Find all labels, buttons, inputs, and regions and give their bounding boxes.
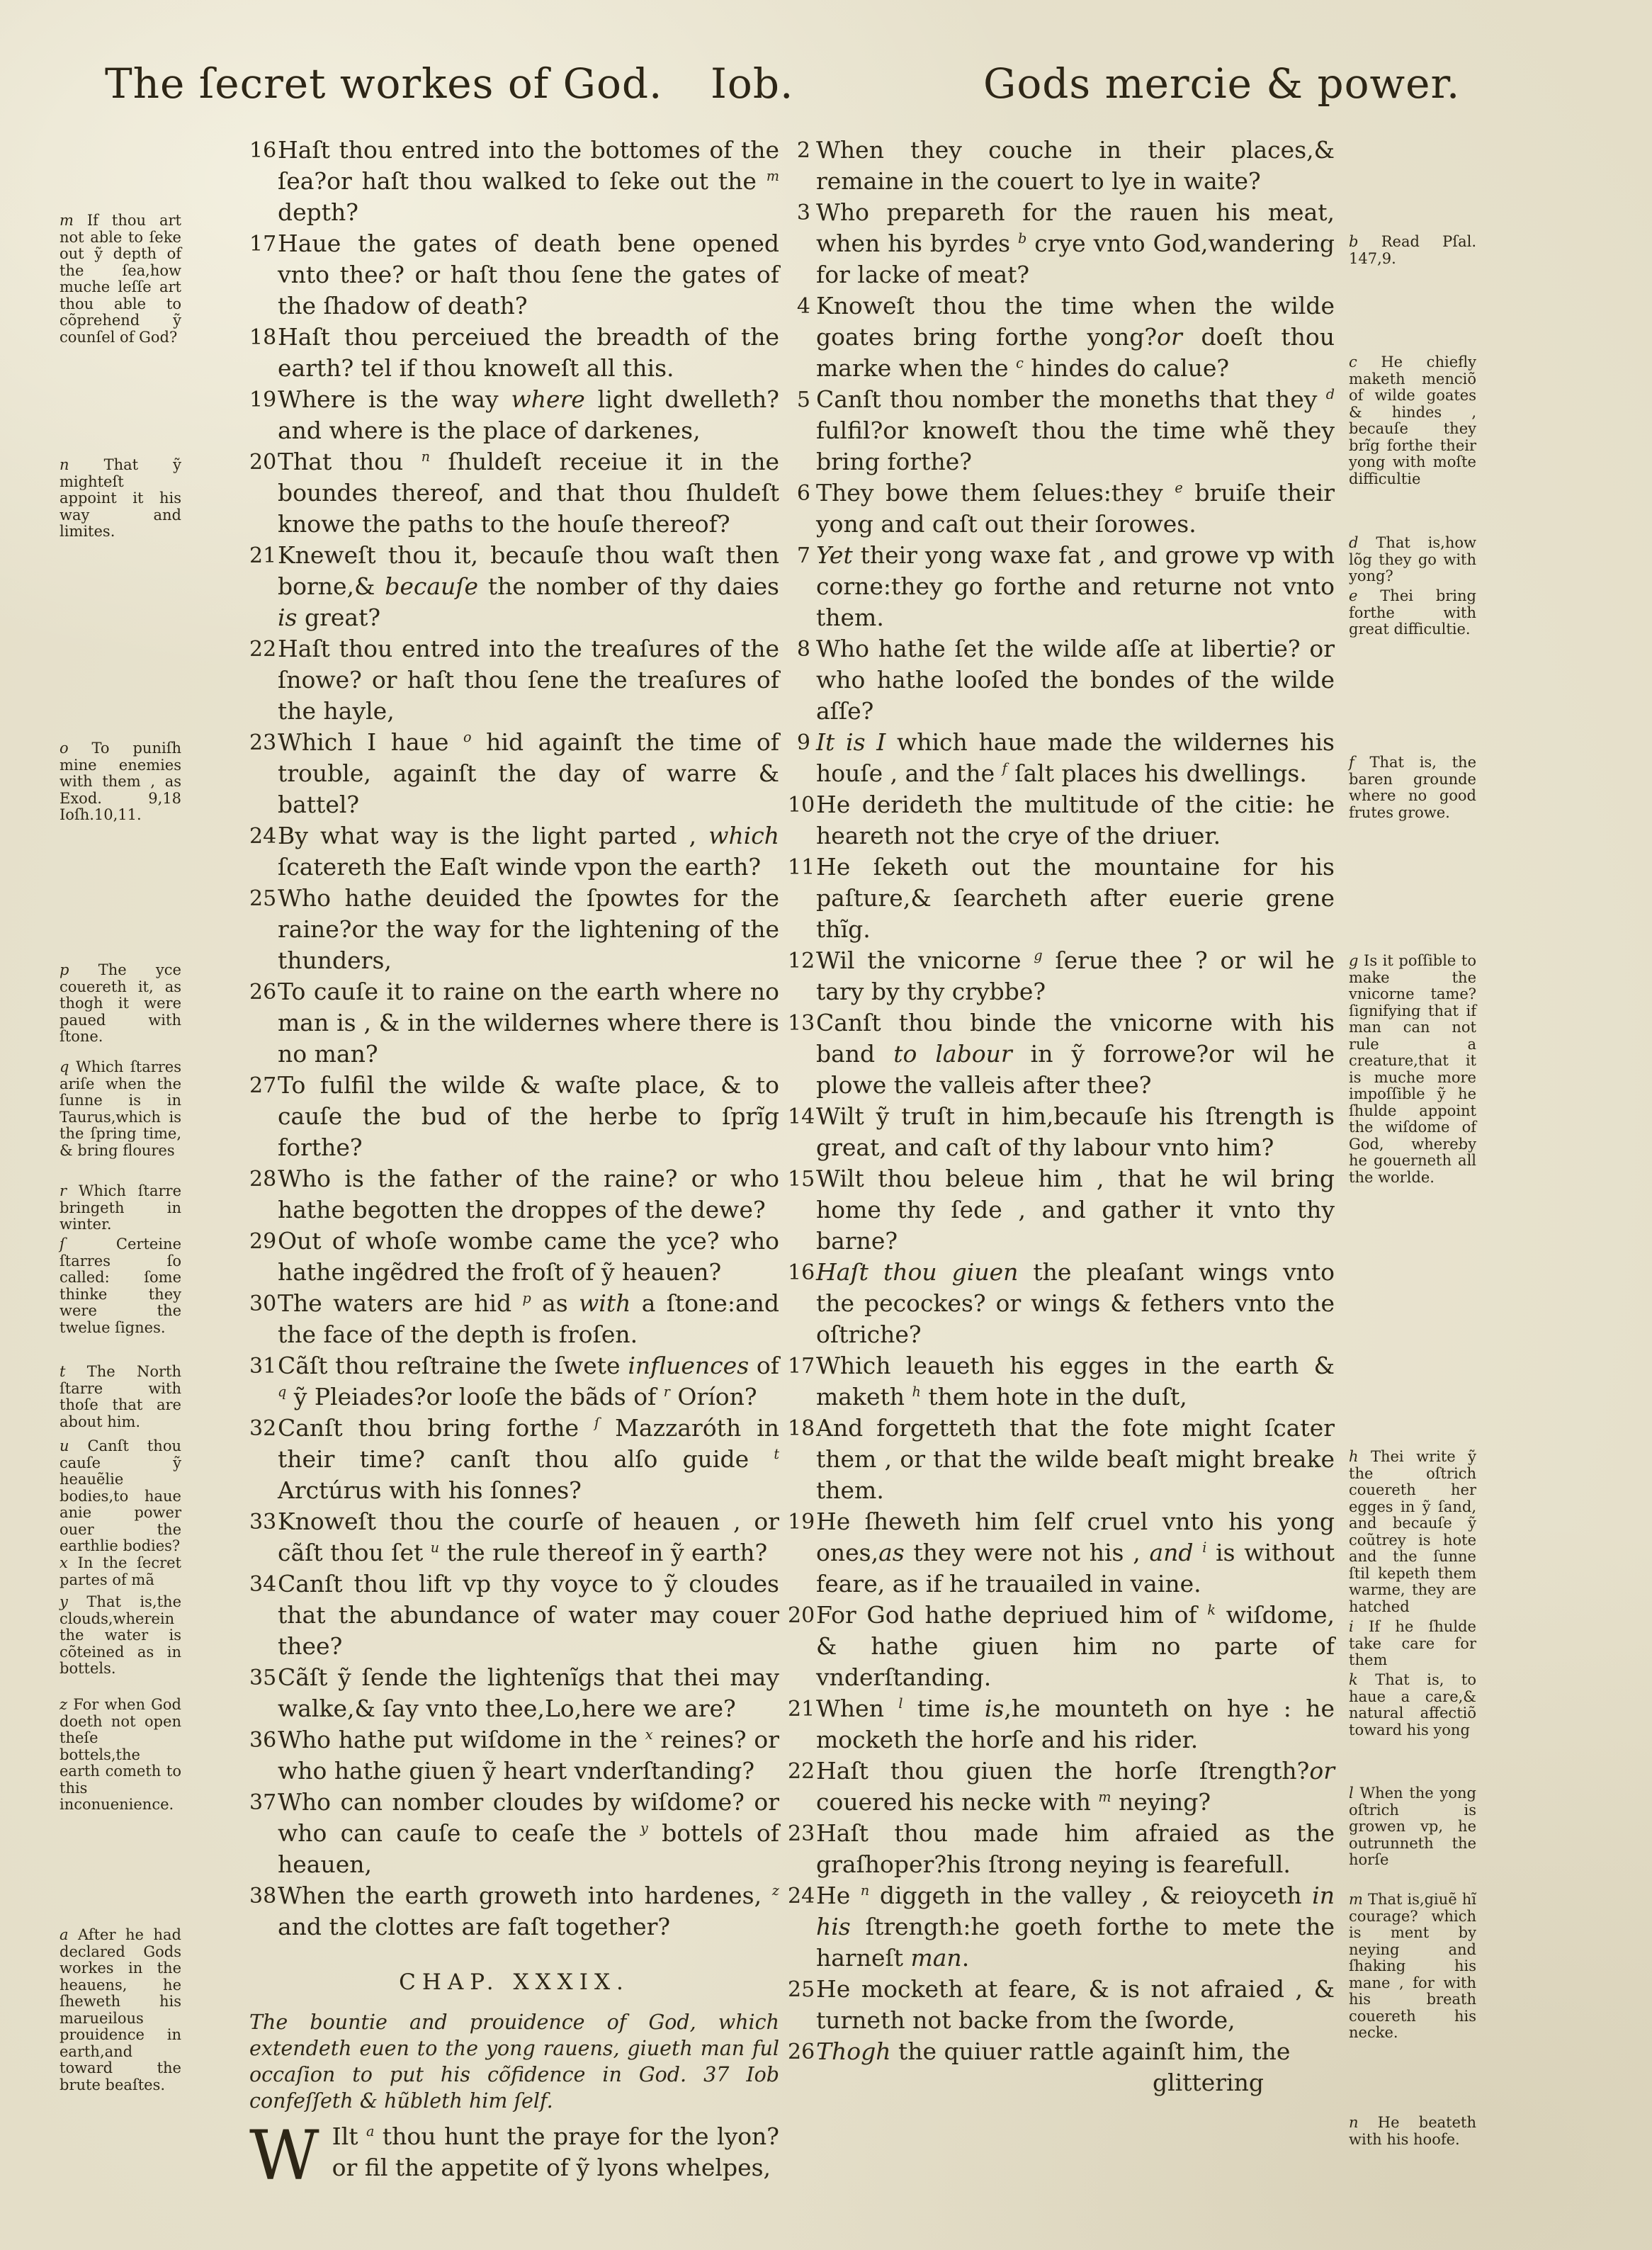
running-header-book-name: Iob.	[711, 60, 794, 108]
verse	[249, 322, 779, 384]
running-header-left-title: The ſecret workes of God.	[105, 60, 663, 108]
verse-text: Haſt thou made him afraied as the graſhoper?his ſtrong neying is fearefull.	[816, 1819, 1335, 1878]
verse-text: Haue the gates of death bene opened vnto thee? or haſt thou ſene the gates of the ſhadow of death?	[278, 230, 779, 320]
verse-number: 11	[788, 855, 815, 880]
verse-number: 3	[796, 200, 810, 225]
margin-note: d That is,how lõg they go with yong?	[1349, 534, 1476, 584]
verse-number: 14	[788, 1104, 815, 1129]
verse-number: 7	[796, 543, 810, 568]
verse-number: 23	[249, 730, 277, 755]
verse-number: 22	[249, 637, 277, 662]
verse	[249, 1724, 779, 1787]
verse-text: Who can nomber cloudes by wiſdome? or who can cauſe to ceaſe the $^y$ bottels of heauen,	[278, 1788, 779, 1878]
verse-text: Wil the vnicorne $^g$ ſerue thee ? or wil he tary by thy crybbe?	[816, 946, 1335, 1005]
verse-number: 20	[249, 450, 277, 475]
verse-text: Canſt thou bring forthe $^ſ$ Mazzaróth in their time? canſt thou alſo guide $^t$ Arctúrus with his ſonnes?	[278, 1414, 780, 1504]
verse-number: 21	[788, 1697, 815, 1722]
margin-note: q Which ſtarres ariſe when the ſunne is in Taurus,which is the ſpring time, & bring floures	[60, 1058, 181, 1159]
margin-note: m If thou art not able to ſeke out ỹ depth of the ſea,how muche leſſe art thou able to cõprehend ỹ counſel of God?	[60, 212, 181, 346]
margin-note: n That ỹ mighteſt appoint it his way and limites.	[60, 456, 181, 540]
right-margin-notes-column	[1349, 198, 1476, 2239]
verse-number: 26	[249, 980, 277, 1005]
margin-note: u Canſt thou cauſe ỹ heauẽlie bodies,to haue anie power ouer the earthlie bodies?	[60, 1437, 181, 1554]
margin-note: y That is,the clouds,wherein the water is cõteined as in bottels.	[60, 1593, 181, 1677]
verse	[788, 727, 1335, 789]
verse	[788, 477, 1335, 540]
verse	[249, 446, 779, 540]
verse-number: 18	[788, 1416, 815, 1441]
margin-note: ſ Certeine ſtarres ſo called: ſome thinke they were the twelue ſignes.	[60, 1236, 181, 1336]
margin-note: l When the yong oſtrich is growen vp, he outrunneth the horſe	[1349, 1785, 1476, 1868]
verse	[249, 1288, 779, 1350]
verse-text: And forgetteth that the fote might ſcater them , or that the wilde beaſt might breake them.	[816, 1414, 1335, 1504]
verse	[249, 1070, 779, 1163]
verse-number: 21	[249, 543, 277, 568]
verse-text: He mocketh at feare, & is not afraied , & turneth not backe from the ſworde,	[816, 1975, 1335, 2034]
verse-number: 2	[796, 138, 810, 163]
verse-text: Canſt thou lift vp thy voyce to ỹ cloudes that the abundance of water may couer thee?	[278, 1570, 779, 1660]
verse-number: 9	[796, 730, 810, 755]
verse	[249, 1787, 779, 1880]
verse-text: Who hathe deuided the ſpowtes for the raine?or the way for the lightening of the thunders,	[278, 884, 779, 974]
verse-text: To fulfil the wilde & waſte place, & to cauſe the bud of the herbe to ſprĩg forthe?	[278, 1071, 779, 1161]
chapter-summary: The bountie and prouidence of God, which extendeth euen to the yong rauens, giueth man ful occaſion to put his cõfidence in God. 37 Iob confeſſeth & hũbleth him ſelf.	[249, 2011, 779, 2113]
verse	[249, 820, 779, 883]
verse-number: 24	[249, 824, 277, 849]
verse-number: 4	[796, 294, 810, 319]
verse-text: Yet their yong waxe fat , and growe vp with corne:they go forthe and returne not vnto them.	[816, 541, 1335, 631]
verse	[788, 384, 1335, 477]
verse-text: Which leaueth his egges in the earth & maketh $^h$ them hote in the duſt,	[816, 1352, 1335, 1411]
verse-list-chap38	[249, 135, 779, 1943]
verse-number: 19	[249, 388, 277, 412]
margin-note: r Which ſtarre bringeth in winter.	[60, 1182, 181, 1233]
verse-text: For God hathe depriued him of $^k$ wiſdome, & hathe giuen him no parte of vnderſtanding.	[816, 1601, 1335, 1691]
verse	[788, 1756, 1335, 1818]
verse-text: Who hathe ſet the wilde aſſe at libertie? or who hathe looſed the bondes of the wilde aſſe?	[816, 635, 1335, 725]
verse	[788, 540, 1335, 633]
verse-number: 27	[249, 1073, 277, 1098]
verse	[788, 945, 1335, 1007]
verse-number: 36	[249, 1728, 277, 1753]
verse-text: That thou $^n$ ſhuldeſt receiue it in the boundes thereof, and that thou ſhuldeſt knowe the paths to the houſe thereof?	[278, 448, 779, 538]
verse-number: 34	[249, 1572, 277, 1597]
verse	[788, 1257, 1335, 1350]
verse	[788, 1101, 1335, 1163]
verse-number: 37	[249, 1790, 277, 1815]
margin-note: h Thei write ỹ the oſtrich couereth her egges in ỹ ſand, and becauſe ỹ coũtrey is hote and the ſunne ſtil kepeth them warme, they are hatched	[1349, 1448, 1476, 1615]
verse-number: 24	[788, 1884, 815, 1909]
verse-text: To cauſe it to raine on the earth where no man is , & in the wildernes where there is no man?	[278, 978, 779, 1068]
verse	[788, 852, 1335, 945]
verse-text: When the earth groweth into hardenes, $^z$ and the clottes are faſt together?	[278, 1882, 779, 1940]
verse	[788, 1880, 1335, 1974]
verse-text: The waters are hid $^p$ as with a ſtone:and the face of the depth is froſen.	[278, 1289, 780, 1348]
verse	[249, 1163, 779, 1226]
verse-text: Kneweſt thou it, becauſe thou waſt then borne,& becauſe the nomber of thy daies is great?	[278, 541, 779, 631]
verse-text: He $^n$ diggeth in the valley , & reioyceth in his ſtrength:he goeth forthe to mete the harneſt man.	[816, 1882, 1335, 1972]
verse-number: 5	[796, 388, 810, 412]
verse-number: 35	[249, 1666, 277, 1690]
verse	[249, 1880, 779, 1943]
verse	[249, 976, 779, 1070]
verse-number: 16	[788, 1260, 815, 1285]
verse-text: Who prepareth for the rauen his meat, when his byrdes $^b$ crye vnto God,wandering for lacke of meat?	[816, 198, 1335, 288]
margin-note: t The North ſtarre with thoſe that are about him.	[60, 1363, 181, 1430]
verse-text: Where is the way where light dwelleth? and where is the place of darkenes,	[278, 385, 779, 444]
verse-text: He derideth the multitude of the citie: he heareth not the crye of the driuer.	[816, 791, 1335, 849]
verse	[788, 633, 1335, 727]
verse-number: 29	[249, 1229, 277, 1254]
verse	[249, 228, 779, 322]
verse	[788, 1506, 1335, 1600]
running-header-right-title: Gods mercie & power.	[983, 60, 1461, 108]
verse	[249, 883, 779, 976]
verse-text: Canſt thou nomber the moneths that they $^d$ fulfil?or knoweſt thou the time whẽ they bring forthe?	[816, 385, 1335, 475]
verse-text: Canſt thou binde the vnicorne with his band to labour in ỹ forrowe?or wil he plowe the valleis after thee?	[816, 1009, 1335, 1099]
verse	[788, 290, 1335, 384]
margin-note: n He beateth with his hoofe.	[1349, 2114, 1476, 2148]
catchword: glittering	[1153, 2069, 1264, 2096]
margin-note: g Is it poſſible to make the vnicorne tame? ſignifying that if man can not rule a creature,that it is muche more impoſſible ỹ he ſhulde appoint the wiſdome of God, whereby he gouerneth all the worlde.	[1349, 952, 1476, 1186]
verse-number: 13	[788, 1011, 815, 1036]
verse-number: 12	[788, 949, 815, 973]
verse-number: 23	[788, 1821, 815, 1846]
verse	[249, 1350, 779, 1413]
verse	[788, 1600, 1335, 1693]
verse-text: Haſt thou entred into the bottomes of the ſea?or haſt thou walked to ſeke out the $^m$ depth?	[278, 136, 779, 226]
verse-text: Cãſt ỹ ſende the lightenĩgs that thei may walke,& ſay vnto thee,Lo,here we are?	[278, 1663, 779, 1722]
verse-number: 17	[249, 232, 277, 256]
verse-number: 22	[788, 1759, 815, 1784]
margin-note: k That is, to haue a care,& natural affectiõ toward his yong	[1349, 1671, 1476, 1739]
verse	[788, 1163, 1335, 1257]
verse-text: Knoweſt thou the time when the wilde goates bring forthe yong?or doeſt thou marke when the $^c$ hindes do calue?	[816, 292, 1335, 382]
verse-text: Who is the father of the raine? or who hathe begotten the droppes of the dewe?	[278, 1165, 779, 1223]
verse	[249, 1413, 779, 1506]
right-text-column	[788, 135, 1335, 2098]
verse-text: Haſt thou giuen the pleaſant wings vnto the pecockes? or wings & fethers vnto the oſtriche?	[816, 1258, 1335, 1348]
verse-text: Cãſt thou reſtraine the ſwete influences of $^q$ ỹ Pleiades?or looſe the bãds of $^r$ Oríon?	[278, 1352, 780, 1411]
verse-text: Who hathe put wiſdome in the $^x$ reines? or who hathe giuen ỹ heart vnderſtanding?	[278, 1726, 779, 1785]
verse-number: 18	[249, 325, 277, 350]
margin-note: i If he ſhulde take care for them	[1349, 1618, 1476, 1668]
verse-text: By what way is the light parted , which ſcatereth the Eaſt winde vpon the earth?	[278, 822, 779, 881]
verse	[788, 1693, 1335, 1756]
verse	[788, 135, 1335, 197]
verse-text: Haſt thou giuen the horſe ſtrength?or couered his necke with $^m$ neying?	[816, 1757, 1335, 1816]
margin-note: p The yce couereth it, as thogh it were paued with ſtone.	[60, 961, 181, 1045]
verse	[788, 1007, 1335, 1101]
verse-text: When they couche in their places,& remaine in the couert to lye in waite?	[816, 136, 1335, 195]
margin-note: a After he had declared Gods workes in the heauens, he ſheweth his marueilous prouidence in earth,and toward the brute beaſtes.	[60, 1926, 181, 2093]
verse	[249, 540, 779, 633]
opening-verse	[249, 2116, 780, 2195]
verse-text: Which I haue $^o$ hid againſt the time of trouble, againſt the day of warre & battel?	[278, 728, 779, 818]
verse	[249, 1226, 779, 1288]
verse-number: 38	[249, 1884, 277, 1909]
verse-number: 19	[788, 1510, 815, 1534]
verse-number: 20	[788, 1603, 815, 1628]
chapter-heading: CHAP. XXXIX.	[399, 1969, 630, 1995]
margin-note: z For when God doeth not open theſe bottels,the earth cometh to this inconuenience.	[60, 1696, 181, 1813]
verse	[249, 633, 779, 727]
drop-cap-letter: W	[249, 2116, 319, 2195]
verse-text: Knoweſt thou the courſe of heauen , or cãſt thou ſet $^u$ the rule thereof in ỹ earth?	[278, 1508, 779, 1566]
margin-note: f That is, the baren grounde where no good frutes growe.	[1349, 754, 1476, 821]
verse	[249, 135, 779, 228]
verse	[788, 2036, 1335, 2067]
verse	[249, 1568, 779, 1662]
verse	[788, 1818, 1335, 1880]
verse-number: 26	[788, 2040, 815, 2064]
verse-text: He ſeketh out the mountaine for his paſture,& ſearcheth after euerie grene thĩg.	[816, 853, 1335, 943]
verse	[788, 1413, 1335, 1506]
verse	[788, 789, 1335, 852]
verse	[788, 1350, 1335, 1413]
verse	[249, 1506, 779, 1568]
verse-text: He ſheweth him ſelf cruel vnto his yong ones,as they were not his , and $^i$ is without feare, as if he trauailed in vaine.	[816, 1508, 1335, 1598]
left-margin-notes-column	[60, 198, 181, 2239]
margin-note: c He chiefly maketh menciõ of wilde goates & hindes , becauſe they brĩg forthe their yong with moſte difficultie	[1349, 354, 1476, 487]
verse-number: 25	[249, 886, 277, 911]
verse-number: 31	[249, 1354, 277, 1379]
verse-text: Wilt thou beleue him , that he wil bring home thy ſede , and gather it vnto thy barne?	[816, 1165, 1335, 1255]
verse-number: 33	[249, 1510, 277, 1534]
verse-number: 10	[788, 793, 815, 818]
verse-number: 8	[796, 637, 810, 662]
verse	[249, 1662, 779, 1724]
margin-note: e Thei bring forthe with great difficultie.	[1349, 587, 1476, 638]
verse	[249, 727, 779, 820]
verse-number: 25	[788, 1977, 815, 2002]
verse-text: Haſt thou entred into the treaſures of the ſnowe? or haſt thou ſene the treaſures of the hayle,	[278, 635, 779, 725]
verse-number: 6	[796, 481, 810, 506]
verse-text: Haſt thou perceiued the breadth of the earth? tel if thou knoweſt all this.	[278, 323, 779, 382]
margin-note: b Read Pſal. 147,9.	[1349, 233, 1476, 267]
verse-number: 28	[249, 1167, 277, 1192]
verse-text: It is I which haue made the wildernes his houſe , and the $^f$ ſalt places his dwellings.	[816, 728, 1335, 787]
verse-text: They bowe them ſelues:they $^e$ bruiſe their yong and caſt out their ſorowes.	[816, 479, 1335, 538]
margin-note: m That is,giuẽ hĩ courage? which is ment by neying and ſhaking his mane , for with his breath couereth his necke.	[1349, 1891, 1476, 2041]
verse	[788, 1974, 1335, 2036]
verse-number: 16	[249, 138, 277, 163]
margin-note: x In the ſecret partes of mã	[60, 1554, 181, 1588]
verse-text: Thogh the quiuer rattle againſt him, the	[816, 2037, 1291, 2065]
verse-text: Out of whoſe wombe came the yce? who hathe ingẽdred the froſt of ỹ heauen?	[278, 1227, 779, 1286]
verse-number: 30	[249, 1291, 277, 1316]
margin-note: o To puniſh mine enemies with them , as Exod. 9,18 Ioſh.10,11.	[60, 740, 181, 823]
verse-text: Wilt ỹ truſt in him,becauſe his ſtrength is great, and caſt of thy labour vnto him?	[816, 1102, 1335, 1161]
verse-list-chap39	[788, 135, 1335, 2067]
verse	[788, 197, 1335, 290]
verse-text: Ilt $^a$ thou hunt the praye for the lyon?or fil the appetite of ỹ lyons whelpes,	[332, 2122, 780, 2181]
verse-number: 15	[788, 1167, 815, 1192]
verse	[249, 384, 779, 446]
verse-number: 32	[249, 1416, 277, 1441]
verse-number: 17	[788, 1354, 815, 1379]
verse-text: When $^l$ time is,he mounteth on hye : he mocketh the horſe and his rider.	[816, 1695, 1335, 1753]
left-text-column	[249, 135, 780, 2195]
